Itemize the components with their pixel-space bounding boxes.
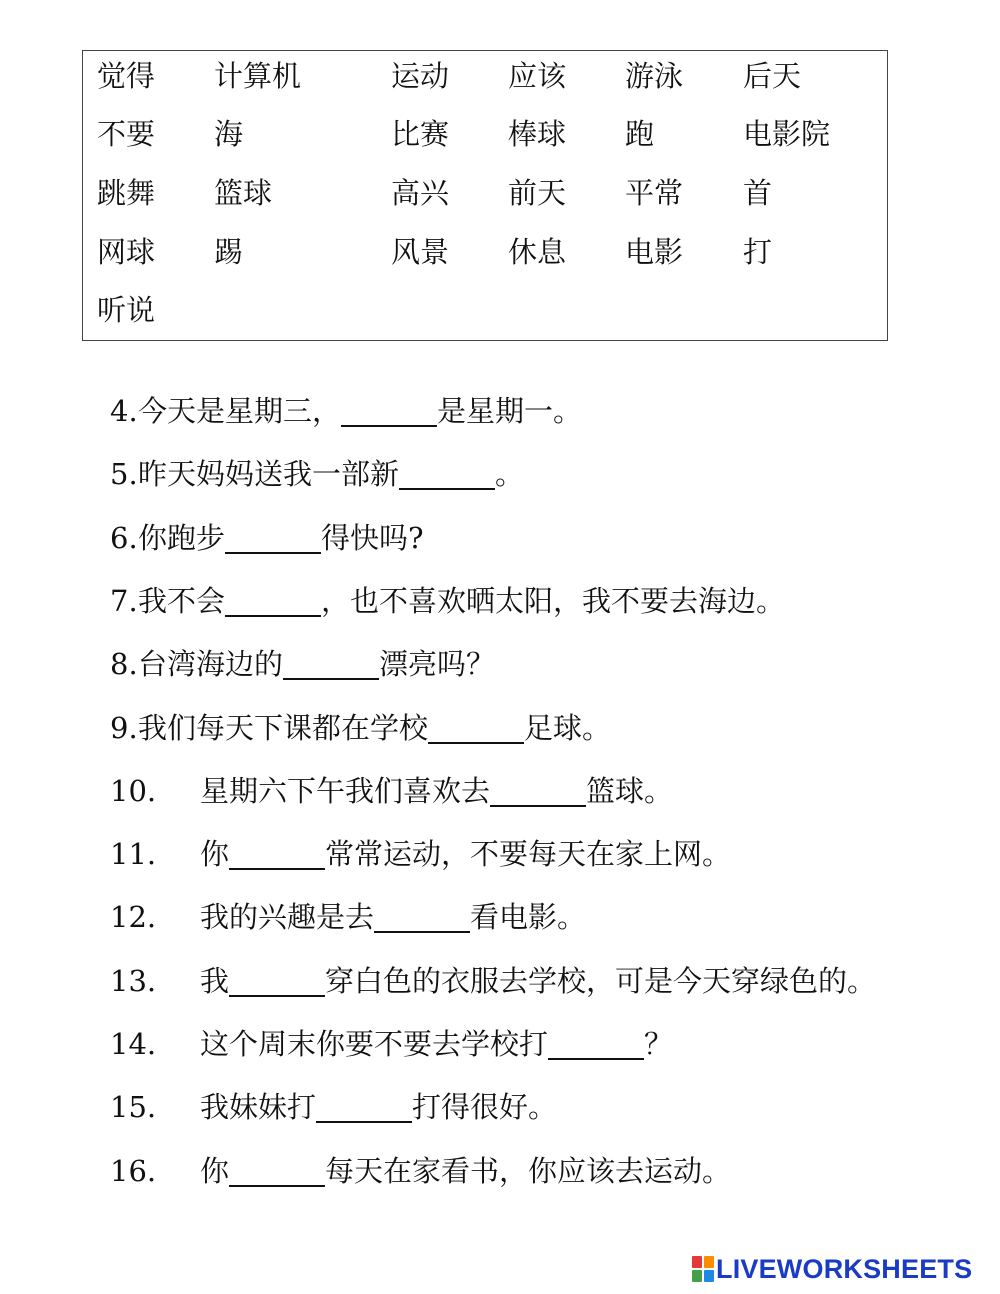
word-bank-box <box>82 50 888 341</box>
sentence-text-after: 常常运动，不要每天在家上网。 <box>325 837 732 871</box>
sentence-body <box>200 836 731 872</box>
sentence-body <box>200 1026 673 1062</box>
word-bank-word: 网球 <box>97 235 156 269</box>
word-bank-word: 风景 <box>391 235 450 269</box>
sentence-number: 4. <box>110 394 138 428</box>
sentence-body <box>200 1153 731 1189</box>
sentence-text-after: 足球。 <box>524 711 612 745</box>
liveworksheets-logo-icon <box>692 1256 714 1282</box>
answer-blank[interactable] <box>341 397 437 427</box>
word-bank-word: 电影院 <box>743 117 831 151</box>
sentence-number: 12. <box>110 900 157 934</box>
word-bank-word: 觉得 <box>97 59 156 93</box>
sentence-text-after: 得快吗? <box>321 521 424 555</box>
logo-block-blue <box>704 1270 714 1282</box>
sentence-body <box>138 583 785 619</box>
answer-blank[interactable] <box>225 587 321 617</box>
word-bank-word: 后天 <box>743 59 802 93</box>
sentence-text-before: 台湾海边的 <box>138 647 284 681</box>
sentence-text-before: 我 <box>200 964 230 998</box>
word-bank-word: 电影 <box>625 235 684 269</box>
word-bank-word: 休息 <box>508 235 567 269</box>
sentence-text-before: 这个周末你要不要去学校打 <box>200 1027 549 1061</box>
sentence-body <box>200 899 586 935</box>
sentence-number: 15. <box>110 1090 157 1124</box>
sentence-text-before: 今天是星期三， <box>138 394 342 428</box>
answer-blank[interactable] <box>490 777 586 807</box>
sentence-number: 5. <box>110 457 138 491</box>
sentence-text-before: 我的兴趣是去 <box>200 900 375 934</box>
sentence-text-after: ，也不喜欢晒太阳，我不要去海边。 <box>321 584 786 618</box>
sentence-number: 13. <box>110 964 157 998</box>
sentence-text-before: 你 <box>200 1154 230 1188</box>
sentence-number: 11. <box>110 837 157 871</box>
sentence-body <box>200 773 673 809</box>
sentence-number: 9. <box>110 711 138 745</box>
word-bank-word: 打 <box>743 235 773 269</box>
answer-blank[interactable] <box>283 650 379 680</box>
word-bank-word: 平常 <box>625 176 684 210</box>
word-bank-word: 海 <box>214 117 244 151</box>
brand-name: LIVEWORKSHEETS <box>716 1254 973 1284</box>
word-bank-word: 比赛 <box>391 117 450 151</box>
sentence-text-before: 我不会 <box>138 584 226 618</box>
answer-blank[interactable] <box>548 1030 644 1060</box>
word-bank-word: 应该 <box>508 59 567 93</box>
word-bank-word: 跳舞 <box>97 176 156 210</box>
sentence-body <box>138 393 582 429</box>
word-bank-word: 踢 <box>214 235 244 269</box>
answer-blank[interactable] <box>428 714 524 744</box>
sentence-number: 7. <box>110 584 138 618</box>
sentence-number: 8. <box>110 647 138 681</box>
liveworksheets-brand <box>692 1253 992 1287</box>
sentence-text-after: 。 <box>495 457 525 491</box>
word-bank-word: 运动 <box>391 59 450 93</box>
answer-blank[interactable] <box>229 840 325 870</box>
sentence-text-after: 看电影。 <box>470 900 587 934</box>
sentence-text-before: 昨天妈妈送我一部新 <box>138 457 400 491</box>
sentence-text-before: 你跑步 <box>138 521 226 555</box>
answer-blank[interactable] <box>225 524 321 554</box>
word-bank-word: 计算机 <box>214 59 302 93</box>
sentence-body <box>200 1089 557 1125</box>
sentence-text-before: 我们每天下课都在学校 <box>138 711 429 745</box>
word-bank-word: 棒球 <box>508 117 567 151</box>
logo-block-orange <box>704 1256 714 1268</box>
word-bank-word: 篮球 <box>214 176 273 210</box>
sentence-body <box>138 520 424 556</box>
answer-blank[interactable] <box>316 1093 412 1123</box>
sentence-body <box>200 963 876 999</box>
sentence-number: 6. <box>110 521 138 555</box>
word-bank-word: 前天 <box>508 176 567 210</box>
logo-block-red <box>692 1256 702 1268</box>
sentence-number: 14. <box>110 1027 157 1061</box>
sentence-body <box>138 710 611 746</box>
answer-blank[interactable] <box>229 1157 325 1187</box>
sentence-text-before: 星期六下午我们喜欢去 <box>200 774 491 808</box>
sentence-body <box>138 456 524 492</box>
logo-block-green <box>692 1270 702 1282</box>
word-bank-word: 不要 <box>97 117 156 151</box>
sentence-body <box>138 646 495 682</box>
sentence-text-after: 每天在家看书，你应该去运动。 <box>325 1154 732 1188</box>
sentence-text-before: 我妹妹打 <box>200 1090 317 1124</box>
sentence-number: 10. <box>110 774 157 808</box>
sentence-number: 16. <box>110 1154 157 1188</box>
answer-blank[interactable] <box>374 903 470 933</box>
sentence-text-before: 你 <box>200 837 230 871</box>
sentence-text-after: 打得很好。 <box>412 1090 558 1124</box>
word-bank-word: 游泳 <box>625 59 684 93</box>
sentence-text-after: 穿白色的衣服去学校，可是今天穿绿色的。 <box>325 964 877 998</box>
sentence-text-after: 篮球。 <box>586 774 674 808</box>
sentence-text-after: ？ <box>644 1027 674 1061</box>
word-bank-word: 首 <box>743 176 773 210</box>
sentence-text-after: 漂亮吗？ <box>379 647 496 681</box>
answer-blank[interactable] <box>229 967 325 997</box>
word-bank-word: 高兴 <box>391 176 450 210</box>
answer-blank[interactable] <box>399 460 495 490</box>
word-bank-word: 跑 <box>625 117 655 151</box>
word-bank-word: 听说 <box>97 293 156 327</box>
sentence-text-after: 是星期一。 <box>437 394 583 428</box>
